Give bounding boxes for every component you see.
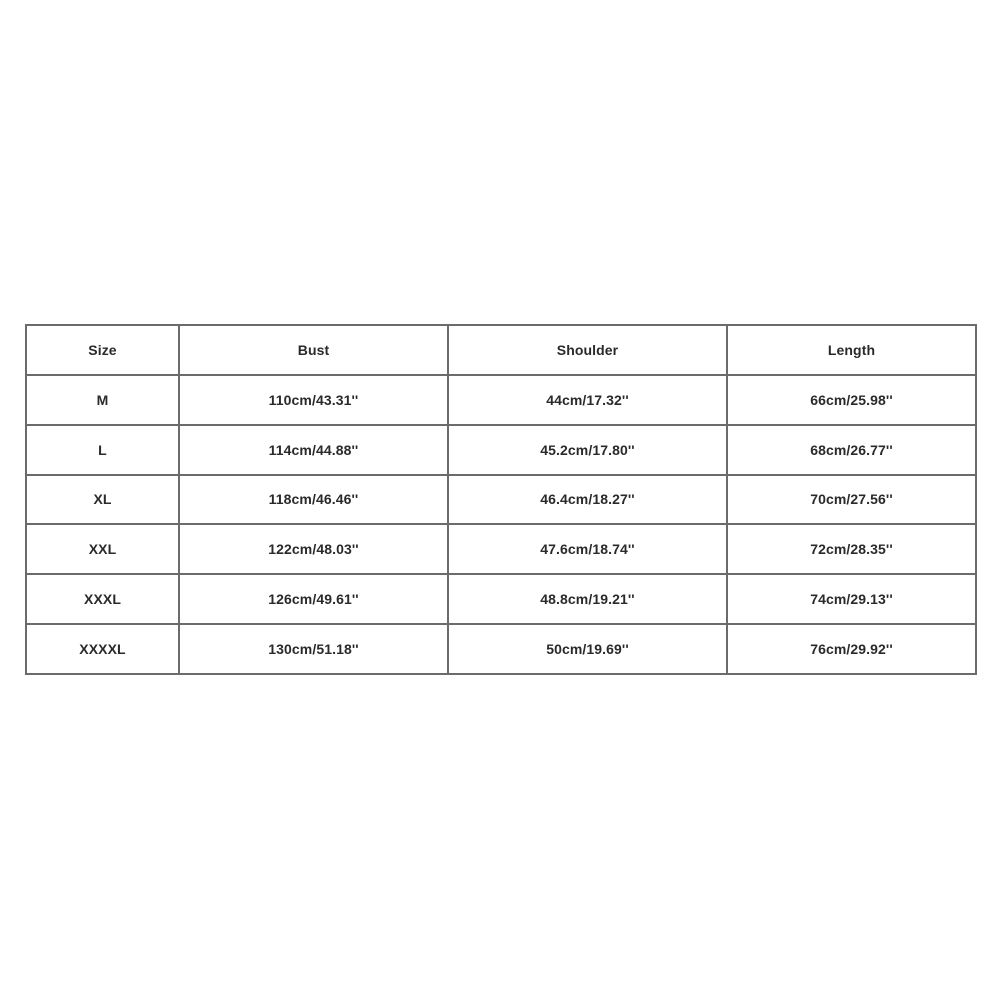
cell-bust: 122cm/48.03'' (179, 524, 448, 574)
cell-shoulder: 46.4cm/18.27'' (448, 475, 727, 525)
table-row (26, 375, 976, 425)
cell-bust: 130cm/51.18'' (179, 624, 448, 674)
cell-bust: 118cm/46.46'' (179, 475, 448, 525)
cell-length: 66cm/25.98'' (727, 375, 976, 425)
cell-bust: 126cm/49.61'' (179, 574, 448, 624)
cell-bust: 114cm/44.88'' (179, 425, 448, 475)
table-row (26, 574, 976, 624)
table-row (26, 475, 976, 525)
cell-length: 74cm/29.13'' (727, 574, 976, 624)
cell-size: M (26, 375, 179, 425)
header-size: Size (26, 325, 179, 375)
cell-length: 70cm/27.56'' (727, 475, 976, 525)
header-bust: Bust (179, 325, 448, 375)
cell-shoulder: 48.8cm/19.21'' (448, 574, 727, 624)
cell-size: XXXXL (26, 624, 179, 674)
cell-length: 72cm/28.35'' (727, 524, 976, 574)
table-row (26, 425, 976, 475)
cell-size: L (26, 425, 179, 475)
cell-size: XXL (26, 524, 179, 574)
cell-shoulder: 47.6cm/18.74'' (448, 524, 727, 574)
header-length: Length (727, 325, 976, 375)
size-chart-table (25, 324, 977, 675)
cell-size: XL (26, 475, 179, 525)
table-row (26, 524, 976, 574)
cell-shoulder: 44cm/17.32'' (448, 375, 727, 425)
cell-shoulder: 50cm/19.69'' (448, 624, 727, 674)
cell-bust: 110cm/43.31'' (179, 375, 448, 425)
cell-shoulder: 45.2cm/17.80'' (448, 425, 727, 475)
cell-length: 76cm/29.92'' (727, 624, 976, 674)
cell-size: XXXL (26, 574, 179, 624)
header-shoulder: Shoulder (448, 325, 727, 375)
table-header-row (26, 325, 976, 375)
table-row (26, 624, 976, 674)
cell-length: 68cm/26.77'' (727, 425, 976, 475)
